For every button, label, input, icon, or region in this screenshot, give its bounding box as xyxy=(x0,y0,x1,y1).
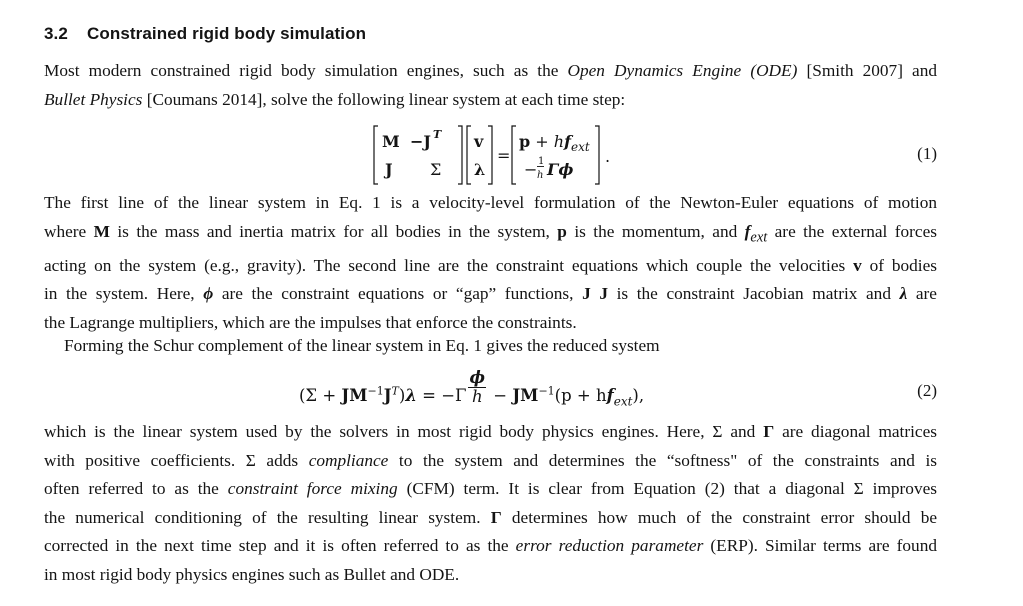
text-line: acting on the system (e.g., gravity). The second line are the constraint equations which couple the velocities v of bodies xyxy=(44,255,938,275)
eq1-m11: M xyxy=(382,132,400,151)
text-line: Most modern constrained rigid body simulation engines, such as the Open Dynamics Engine (ODE) [Smith 2007] and xyxy=(44,61,938,80)
paragraph-linear-system xyxy=(44,189,937,337)
eq1-r1-sub: ext xyxy=(570,140,590,154)
eq1-equals: = xyxy=(497,146,511,165)
bullet-name: Bullet Physics xyxy=(44,89,143,109)
section-title: Constrained rigid body simulation xyxy=(87,24,367,43)
equation-1-number: (1) xyxy=(917,144,937,163)
equation-2: $(\Sigma + JM^{-1}J^T)\lambda = -\Gamma$ $\frac{\phi}{h}$ − $JM^{-1}(p + hf_{ext})$, xyxy=(299,368,645,409)
eq1-r2-minus: − xyxy=(524,160,538,179)
text-line: corrected in the next time step and it is often referred to as the error reduction parameter (ERP). Similar terms are found xyxy=(44,536,937,556)
eq1-r1-f: f xyxy=(564,132,571,151)
eq1-m12-sup: T xyxy=(433,128,442,141)
eq1-v2: λ xyxy=(474,160,486,179)
paragraph-schur xyxy=(64,332,937,361)
ode-name: Open Dynamics Engine (ODE) xyxy=(567,61,798,80)
text-line: the numerical conditioning of the resulting linear system. Γ determines how much of the constraint error should be xyxy=(44,507,938,527)
text-line: Bullet Physics [Coumans 2014], solve the following linear system at each time step: xyxy=(44,89,626,109)
text-line: which is the linear system used by the solvers in most rigid body physics engines. Here, Σ and Γ are diagonal matrices xyxy=(44,422,937,441)
eq1-v1: v xyxy=(474,132,484,151)
eq1-r2-one: 1 xyxy=(538,156,545,167)
section-number: 3.2 xyxy=(44,24,68,43)
text-line: where M is the mass and inertia matrix for all bodies in the system, p is the momentum, and $f_{ext}$ are the external forces xyxy=(44,221,937,246)
text-line: often referred to as the constraint force mixing (CFM) term. It is clear from Equation (2) that a diagonal Σ improves xyxy=(44,479,937,499)
eq1-r2-h: h xyxy=(537,170,544,181)
eq1-m21: J xyxy=(385,160,393,179)
section-heading xyxy=(44,24,366,44)
eq1-r2-rest: Γϕ xyxy=(547,160,574,179)
paragraph-intro xyxy=(44,57,937,114)
text-line: with positive coefficients. Σ adds compliance to the system and determines the “softness" of the constraints and is xyxy=(44,450,938,470)
equation-1 xyxy=(360,122,660,188)
text-line: The first line of the linear system in Eq. 1 is a velocity-level formulation of the Newton-Euler equations of motion xyxy=(44,193,937,212)
eq1-r1: $p + hf_{ext}$ xyxy=(519,132,590,154)
eq1-m12: −J xyxy=(410,132,431,151)
text-line: in the system. Here, ϕ are the constraint equations or “gap” functions, J J is the constraint Jacobian matrix and λ are xyxy=(44,284,937,304)
text-line: Forming the Schur complement of the linear system in Eq. 1 gives the reduced system xyxy=(64,336,660,355)
eq2-frac-num: ϕ xyxy=(469,368,486,387)
eq1-m22: Σ xyxy=(430,160,442,179)
equation-2-number: (2) xyxy=(917,381,937,400)
eq2-frac-den: h xyxy=(471,387,483,406)
text-line: the Lagrange multipliers, which are the impulses that enforce the constraints. xyxy=(44,312,577,332)
eq1-dot: . xyxy=(605,147,611,166)
text-line: in most rigid body physics engines such as Bullet and ODE. xyxy=(44,564,460,584)
paragraph-compliance xyxy=(44,418,937,590)
